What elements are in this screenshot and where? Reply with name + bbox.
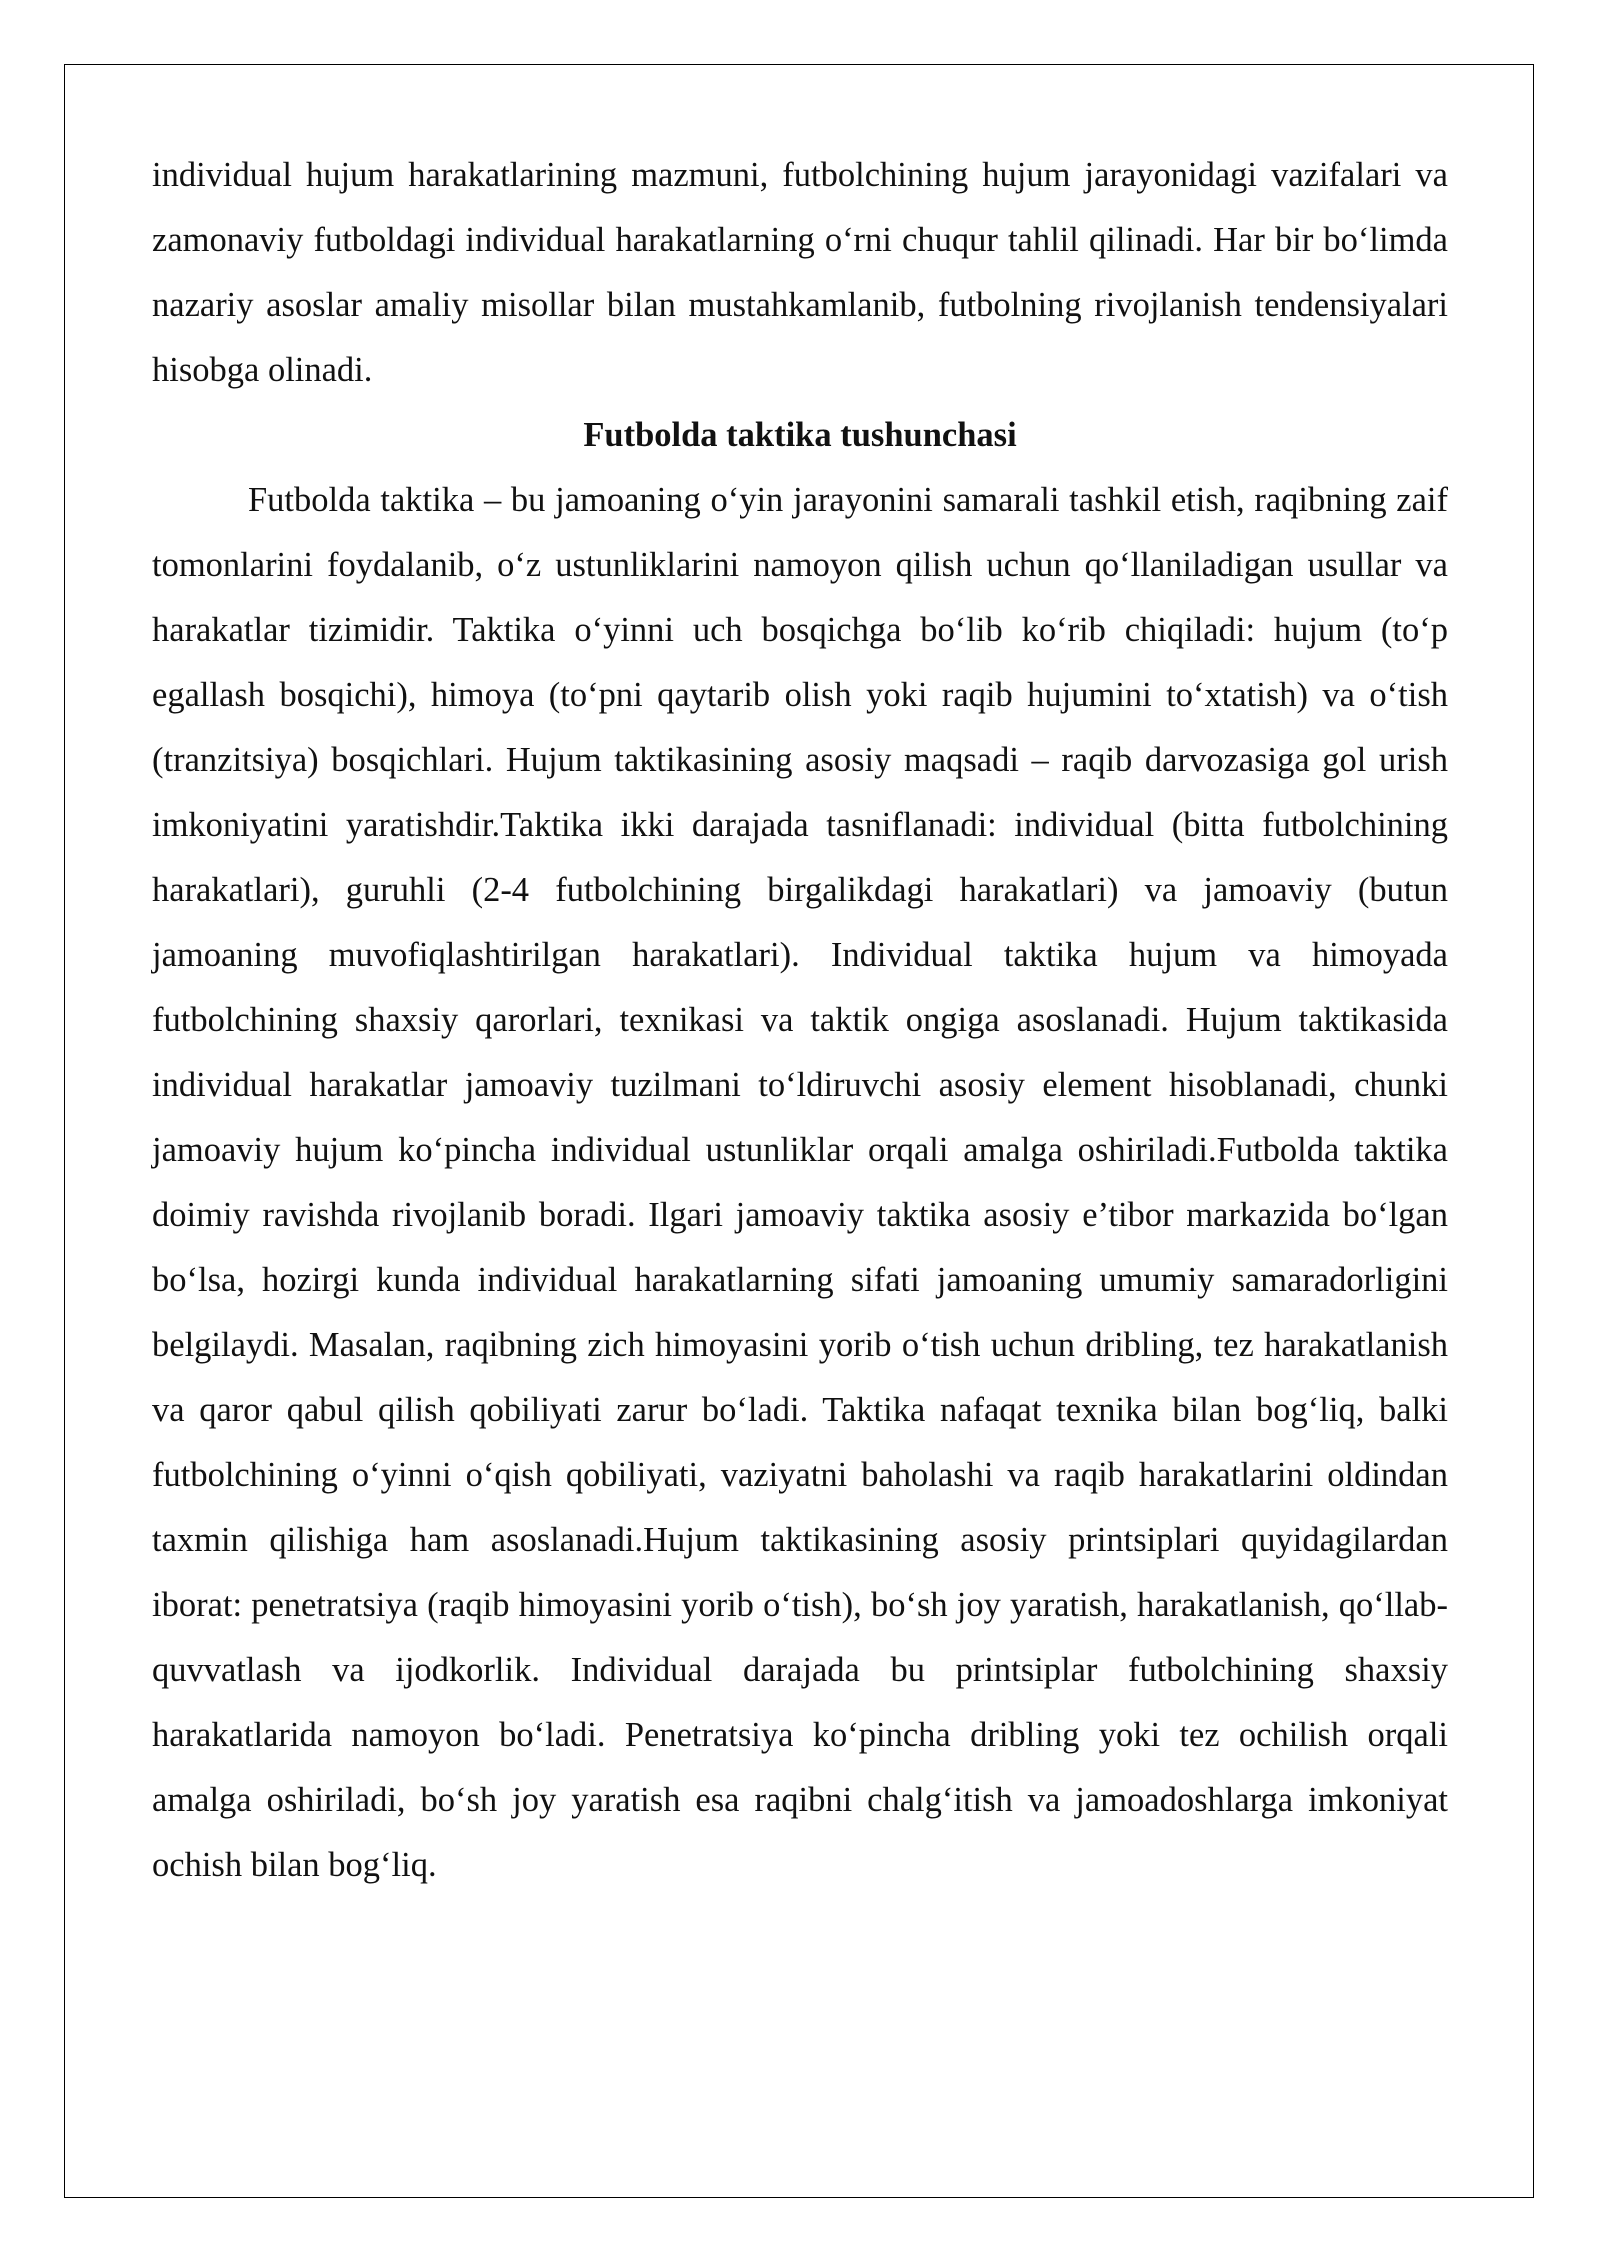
document-body: [152, 143, 1448, 1898]
body-paragraph: Futbolda taktika – bu jamoaning o‘yin jarayonini samarali tashkil etish, raqibning zaif tomonlarini foydalanib, o‘z ustunliklarini namoyon qilish uchun qo‘llaniladigan usullar va harakatlar tizimidir. Taktika o‘yinni uch bosqichga bo‘lib ko‘rib chiqiladi: hujum (to‘p egallash bosqichi), himoya (to‘pni qaytarib olish yoki raqib hujumini to‘xtatish) va o‘tish (tranzitsiya) bosqichlari. Hujum taktikasining asosiy maqsadi – raqib darvozasiga gol urish imkoniyatini yaratishdir.Taktika ikki darajada tasniflanadi: individual (bitta futbolchining harakatlari), guruhli (2-4 futbolchining birgalikdagi harakatlari) va jamoaviy (butun jamoaning muvofiqlashtirilgan harakatlari). Individual taktika hujum va himoyada futbolchining shaxsiy qarorlari, texnikasi va taktik ongiga asoslanadi. Hujum taktikasida individual harakatlar jamoaviy tuzilmani to‘ldiruvchi asosiy element hisoblanadi, chunki jamoaviy hujum ko‘pincha individual ustunliklar orqali amalga oshiriladi.Futbolda taktika doimiy ravishda rivojlanib boradi. Ilgari jamoaviy taktika asosiy e’tibor markazida bo‘lgan bo‘lsa, hozirgi kunda individual harakatlarning sifati jamoaning umumiy samaradorligini belgilaydi. Masalan, raqibning zich himoyasini yorib o‘tish uchun dribling, tez harakatlanish va qaror qabul qilish qobiliyati zarur bo‘ladi. Taktika nafaqat texnika bilan bog‘liq, balki futbolchining o‘yinni o‘qish qobiliyati, vaziyatni baholashi va raqib harakatlarini oldindan taxmin qilishiga ham asoslanadi.Hujum taktikasining asosiy printsiplari quyidagilardan iborat: penetratsiya (raqib himoyasini yorib o‘tish), bo‘sh joy yaratish, harakatlanish, qo‘llab-quvvatlash va ijodkorlik. Individual darajada bu printsiplar futbolchining shaxsiy harakatlarida namoyon bo‘ladi. Penetratsiya ko‘pincha dribling yoki tez ochilish orqali amalga oshiriladi, bo‘sh joy yaratish esa raqibni chalg‘itish va jamoadoshlarga imkoniyat ochish bilan bog‘liq.: [152, 481, 1448, 1884]
section-heading: Futbolda taktika tushunchasi: [583, 416, 1017, 454]
intro-paragraph: individual hujum harakatlarining mazmuni, futbolchining hujum jarayonidagi vazifalari va zamonaviy futboldagi individual harakatlarning o‘rni chuqur tahlil qilinadi. Har bir bo‘limda nazariy asoslar amaliy misollar bilan mustahkamlanib, futbolning rivojlanish tendensiyalari hisobga olinadi.: [152, 156, 1448, 389]
